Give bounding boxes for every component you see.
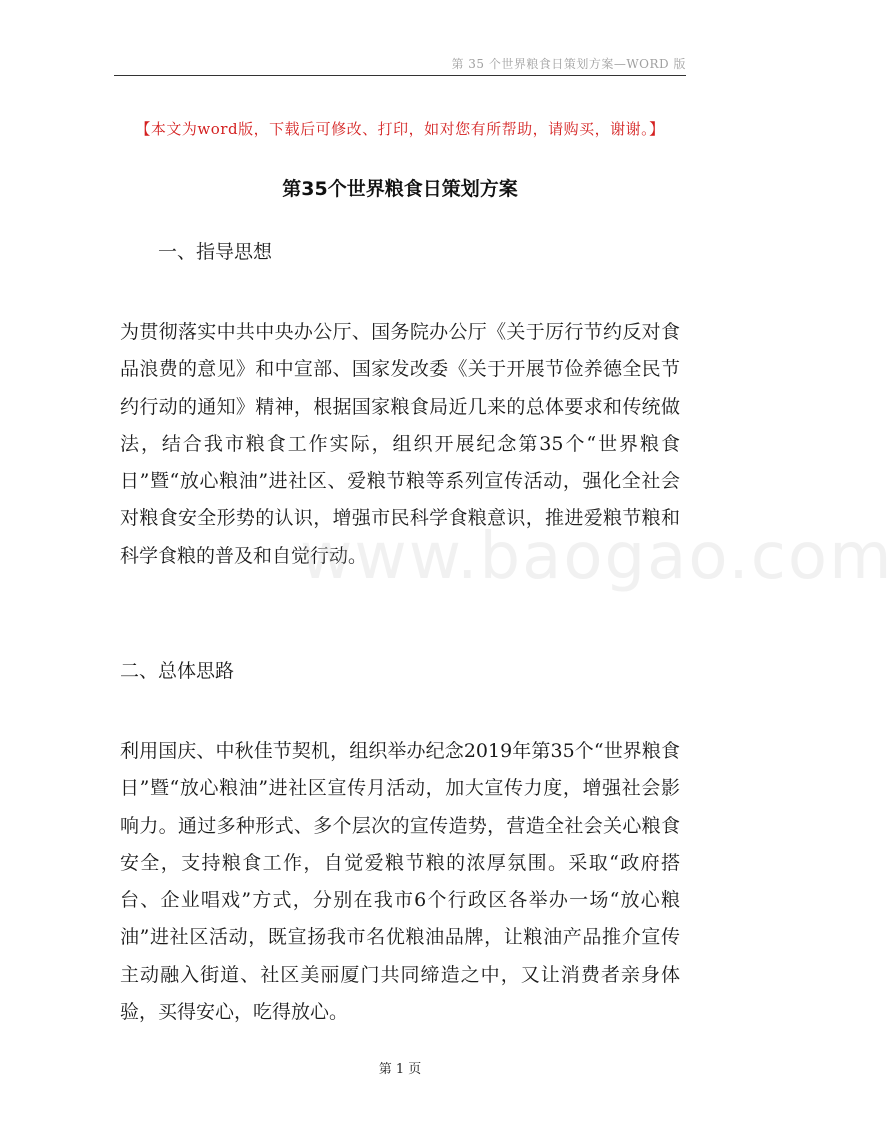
section-body-guiding-ideology: 为贯彻落实中共中央办公厅、国务院办公厅《关于厉行节约反对食品浪费的意见》和中宣部、国家发改委《关于开展节俭养德全民节约行动的通知》精神，根据国家粮食局近几来的总体要求和传统做法，结合我市粮食工作实际，组织开展纪念第35个“世界粮食日”暨“放心粮油”进社区、爱粮节粮等系列宣传活动，强化全社会对粮食安全形势的认识，增强市民科学食粮意识，推进爱粮节粮和科学食粮的普及和自觉行动。 — [120, 321, 680, 567]
document-title: 第35个世界粮食日策划方案 — [282, 178, 518, 200]
header-divider — [114, 75, 686, 76]
section-body-overall-approach: 利用国庆、中秋佳节契机，组织举办纪念2019年第35个“世界粮食日”暨“放心粮油”进社区宣传月活动，加大宣传力度，增强社会影响力。通过多种形式、多个层次的宣传造势，营造全社会关心粮食安全，支持粮食工作，自觉爱粮节粮的浓厚氛围。采取“政府搭台、企业唱戏”方式，分别在我市6个行政区各举办一场“放心粮油”进社区活动，既宣扬我市名优粮油品牌，让粮油产品推介宣传主动融入街道、社区美丽厦门共同缔造之中，又让消费者亲身体验，买得安心，吃得放心。 — [120, 740, 680, 1024]
watermark: www.baogao.com — [300, 520, 893, 594]
page-number: 第 1 页 — [378, 1062, 422, 1077]
running-header: 第 35 个世界粮食日策划方案—WORD 版 — [451, 57, 686, 71]
section-heading-overall-approach: 二、总体思路 — [120, 660, 235, 682]
section-heading-guiding-ideology: 一、指导思想 — [158, 241, 273, 263]
download-notice: 【本文为word版，下载后可修改、打印，如对您有所帮助，请购买，谢谢。】 — [135, 120, 665, 138]
